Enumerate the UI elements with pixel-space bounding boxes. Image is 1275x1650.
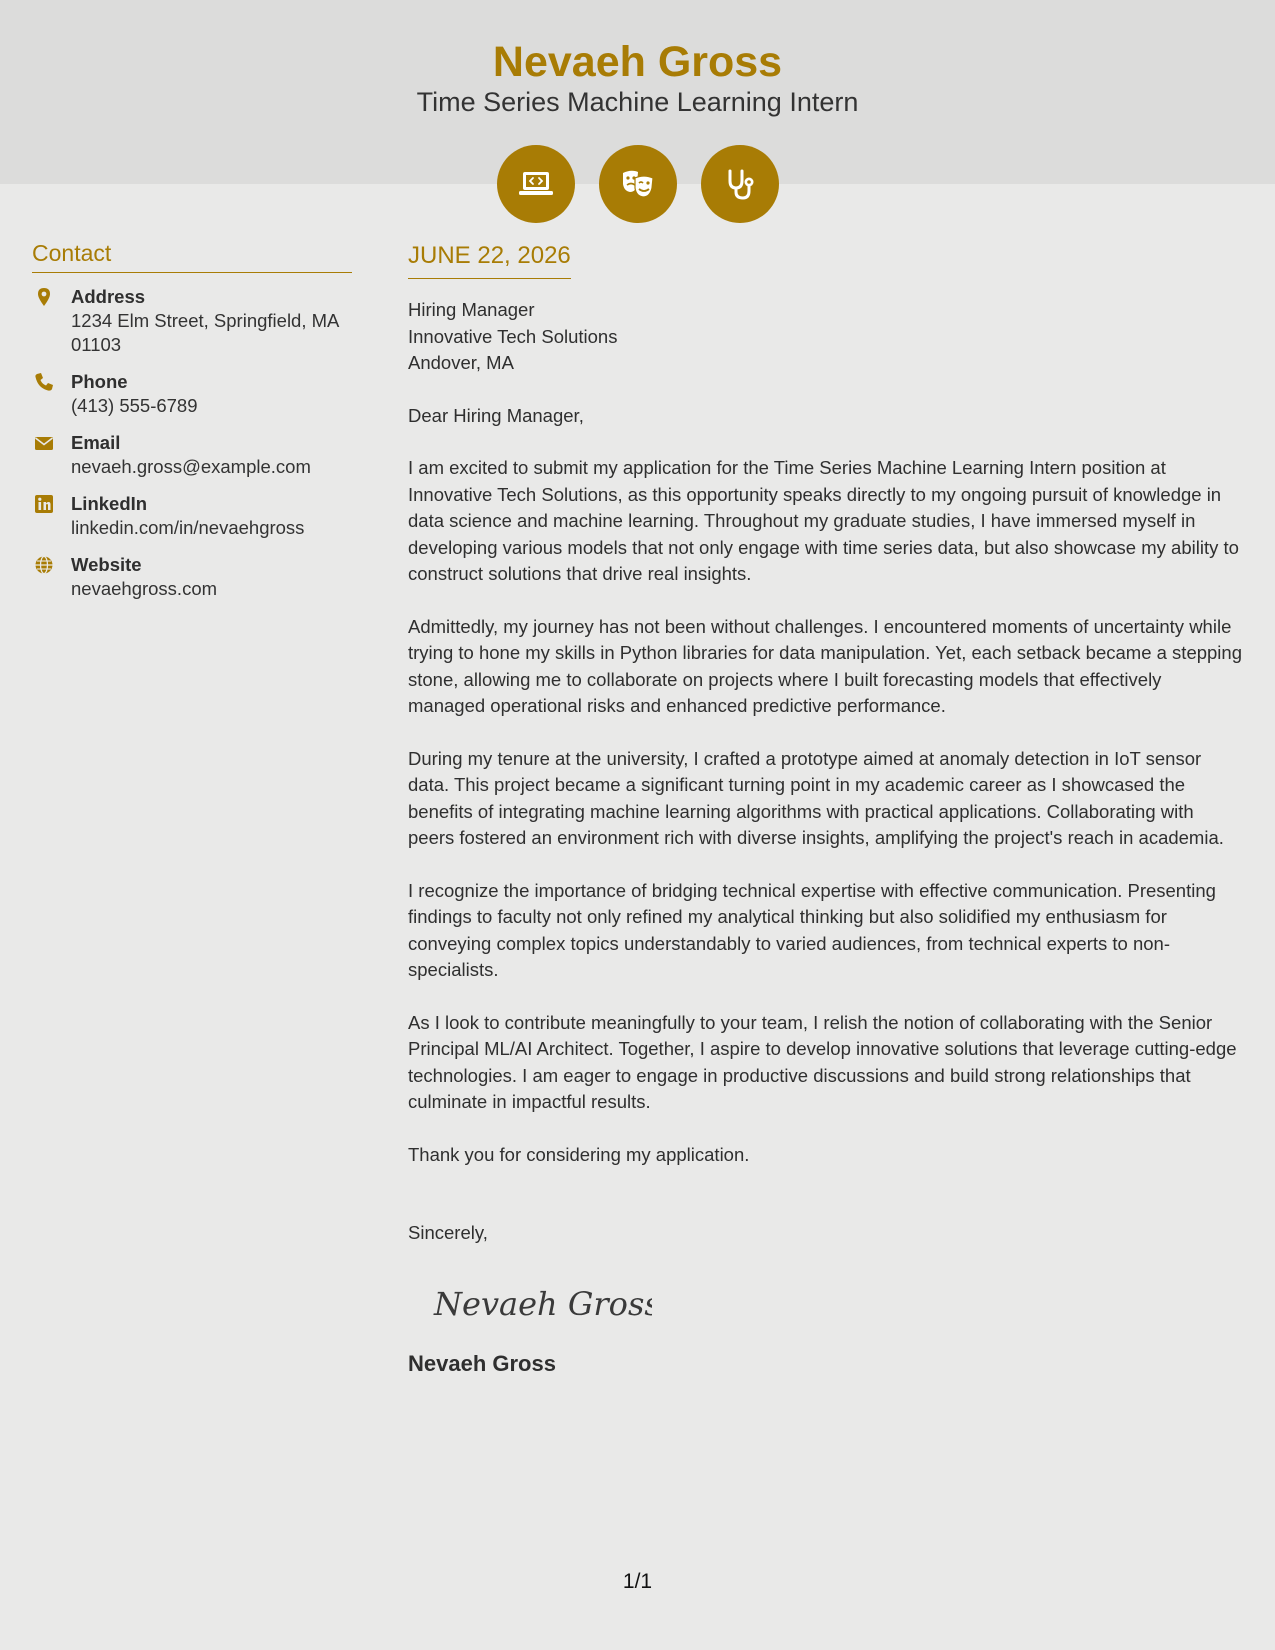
recipient-block bbox=[408, 297, 1243, 377]
contact-list bbox=[32, 285, 352, 601]
contact-heading: Contact bbox=[32, 238, 352, 273]
phone-value: (413) 555-6789 bbox=[71, 395, 198, 416]
phone-label: Phone bbox=[71, 371, 128, 392]
linkedin-icon bbox=[34, 494, 54, 514]
theater-masks-icon bbox=[599, 145, 677, 223]
location-pin-icon bbox=[34, 287, 54, 307]
recipient-line: Andover, MA bbox=[408, 352, 514, 373]
phone-icon bbox=[34, 372, 54, 392]
page-number: 1/1 bbox=[622, 1570, 653, 1593]
letter-body bbox=[408, 240, 1243, 1379]
letter-paragraph: Thank you for considering my application. bbox=[408, 1143, 750, 1165]
letter-paragraph: During my tenure at the university, I crafted a prototype aimed at anomaly detection in IoT sensor data. This project became a significant turning point in my academic career as I showcased the benefits of integrating machine learning algorithms with practical applications. Collaborating with peers fostered an environment rich with diverse insights, amplifying the project's reach in academia. bbox=[408, 747, 1224, 848]
linkedin-value[interactable]: linkedin.com/in/nevaehgross bbox=[71, 517, 305, 538]
website-value[interactable]: nevaehgross.com bbox=[71, 578, 218, 599]
contact-sidebar bbox=[32, 238, 352, 614]
letter-paragraph: I recognize the importance of bridging technical expertise with effective communication. Presenting findings to faculty not only refined my analytical thinking but also solidified my enthusiasm for conveying complex topics understandably to varied audiences, from technical experts to non-specialists. bbox=[408, 879, 1216, 980]
address-label: Address bbox=[71, 286, 146, 307]
applicant-name: Nevaeh Gross bbox=[492, 38, 783, 86]
closing: Sincerely, bbox=[408, 1222, 488, 1243]
contact-email bbox=[32, 431, 352, 479]
letter-paragraph: I am excited to submit my application for the Time Series Machine Learning Intern position at Innovative Tech Solutions, as this opportunity speaks directly to my ongoing pursuit of knowledge in data science and machine learning. Throughout my graduate studies, I have immersed myself in developing various models that not only engage with time series data, but also showcase my ability to construct solutions that drive real insights. bbox=[408, 457, 1239, 584]
globe-icon bbox=[34, 555, 54, 575]
handwritten-signature bbox=[432, 1277, 1243, 1327]
contact-address bbox=[32, 285, 352, 357]
signature-text: Nevaeh Gross bbox=[434, 1284, 652, 1323]
address-value: 1234 Elm Street, Springfield, MA 01103 bbox=[71, 310, 339, 355]
icon-row bbox=[0, 145, 1275, 223]
website-label: Website bbox=[71, 554, 142, 575]
contact-linkedin bbox=[32, 492, 352, 540]
contact-website bbox=[32, 553, 352, 601]
letter-paragraph: As I look to contribute meaningfully to your team, I relish the notion of collaborating with the Senior Principal ML/AI Architect. Together, I aspire to develop innovative solutions that leverage cutting-edge technologies. I am eager to engage in productive discussions and build strong relationships that culminate in impactful results. bbox=[408, 1011, 1237, 1112]
contact-phone bbox=[32, 370, 352, 418]
signed-name: Nevaeh Gross bbox=[408, 1350, 556, 1376]
laptop-code-icon bbox=[497, 145, 575, 223]
email-value[interactable]: nevaeh.gross@example.com bbox=[71, 456, 311, 477]
stethoscope-icon bbox=[701, 145, 779, 223]
recipient-line: Innovative Tech Solutions bbox=[408, 325, 618, 347]
letter-paragraph: Admittedly, my journey has not been without challenges. I encountered moments of uncertainty while trying to hone my skills in Python libraries for data manipulation. Yet, each setback became a stepping stone, allowing me to collaborate on projects where I built forecasting models that effectively managed operational risks and enhanced predictive performance. bbox=[408, 615, 1242, 716]
letter-date: JUNE 22, 2026 bbox=[408, 240, 571, 279]
recipient-line: Hiring Manager bbox=[408, 299, 535, 320]
email-label: Email bbox=[71, 432, 121, 453]
salutation: Dear Hiring Manager, bbox=[408, 404, 584, 426]
job-title: Time Series Machine Learning Intern bbox=[416, 87, 859, 117]
envelope-icon bbox=[34, 433, 54, 453]
linkedin-label: LinkedIn bbox=[71, 493, 148, 514]
